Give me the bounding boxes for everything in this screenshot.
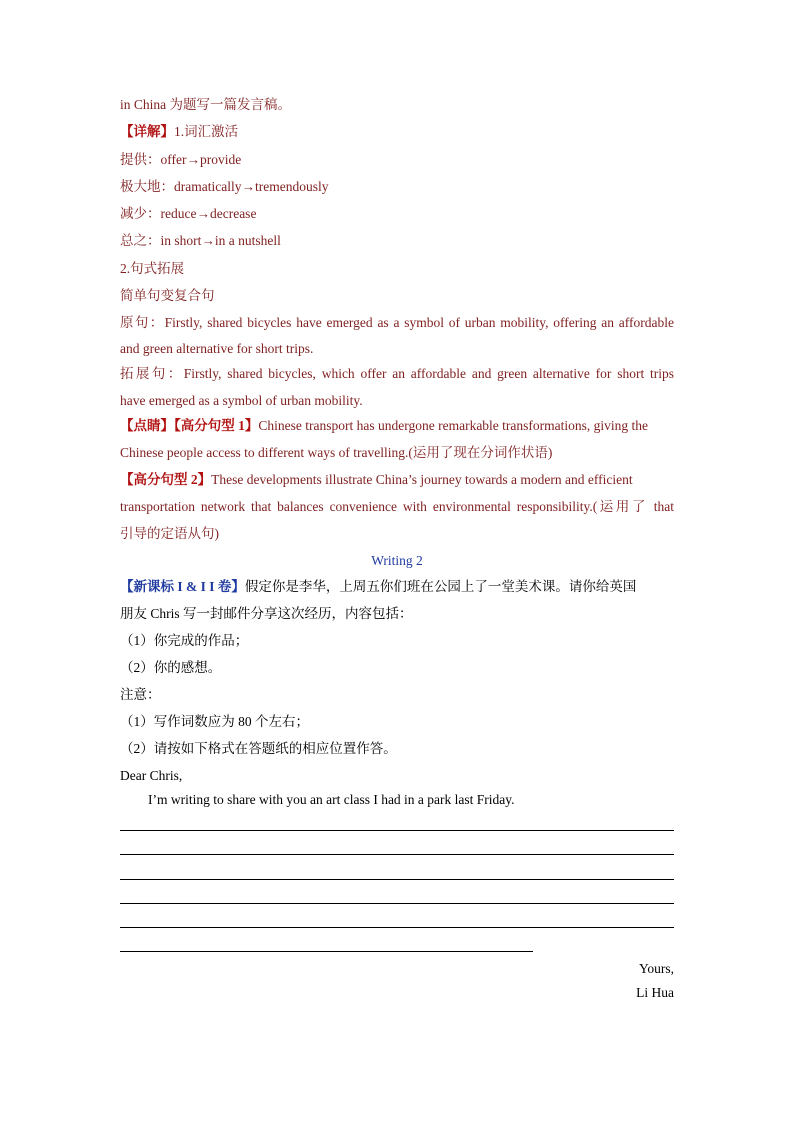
answer-line <box>120 927 674 928</box>
sentence-pattern-2-tag: 【高分句型 2】 <box>120 472 212 487</box>
requirement-2: （2）你的感想。 <box>120 660 222 675</box>
sentence-pattern-2-end: 引导的定语从句) <box>120 526 219 541</box>
writing-2-heading: Writing 2 <box>371 553 423 568</box>
highlight-sentence-2 <box>120 470 674 490</box>
vocab-nutshell: 总之：in short→in a nutshell <box>120 233 281 248</box>
vocab-decrease: 减少：reduce→decrease <box>120 206 257 221</box>
detail-heading <box>120 122 674 142</box>
requirement-1: （1）你完成的作品； <box>120 633 249 648</box>
vocab-tremendously: 极大地：dramatically→tremendously <box>120 179 329 194</box>
detail-tag: 【详解】 <box>120 124 174 139</box>
detail-heading-text: 1.词汇激活 <box>174 124 239 139</box>
letter-signature: Li Hua <box>636 985 674 1000</box>
letter-closing: Yours, <box>638 961 674 976</box>
sentence-pattern-2-cont: transportation network that balances convenience with environmental responsibility.(运用了 that <box>120 499 674 514</box>
sentence-pattern-2-text: These developments illustrate China’s journey towards a modern and efficient <box>211 472 633 487</box>
expanded-sentence-cont: have emerged as a symbol of urban mobility. <box>120 393 363 408</box>
sentence-expansion-heading: 2.句式拓展 <box>120 261 185 276</box>
answer-line <box>120 830 674 831</box>
prompt-text-1: 假定你是李华，上周五你们班在公园上了一堂美术课。请你给英国 <box>244 579 637 594</box>
answer-line <box>120 879 674 880</box>
writing-2-prompt-line-1 <box>120 577 674 597</box>
highlight-sentence-1 <box>120 416 674 436</box>
expanded-sentence: 拓展句：Firstly, shared bicycles, which offer an affordable and green alternative for short trips <box>120 366 674 381</box>
writing-2-prompt-line-2: 朋友 Chris 写一封邮件分享这次经历，内容包括： <box>120 606 413 621</box>
note-2: （2）请按如下格式在答题纸的相应位置作答。 <box>120 741 397 756</box>
vocab-provide: 提供：offer→provide <box>120 152 242 167</box>
original-sentence: 原句：Firstly, shared bicycles have emerged as a symbol of urban mobility, offering an affordable <box>120 315 674 330</box>
exam-tag: 【新课标 I & I I 卷】 <box>120 579 245 594</box>
original-sentence-cont: and green alternative for short trips. <box>120 341 314 356</box>
answer-line <box>120 854 674 855</box>
highlight-tag: 【点睛】 <box>120 418 174 433</box>
analysis-line-1: in China 为题写一篇发言稿。 <box>120 97 291 112</box>
sentence-pattern-1-text: Chinese transport has undergone remarkable transformations, giving the <box>258 418 649 433</box>
simple-to-complex-heading: 简单句变复合句 <box>120 288 215 303</box>
notes-label: 注意： <box>120 687 161 702</box>
sentence-pattern-1-tag: 【高分句型 1】 <box>174 418 259 433</box>
letter-greeting: Dear Chris, <box>120 768 183 783</box>
sentence-pattern-1-cont: Chinese people access to different ways of travelling.(运用了现在分词作状语) <box>120 445 553 460</box>
letter-opening: I’m writing to share with you an art class I had in a park last Friday. <box>148 792 515 807</box>
answer-line <box>120 903 674 904</box>
note-1: （1）写作词数应为 80 个左右； <box>120 714 309 729</box>
answer-line <box>120 951 533 952</box>
